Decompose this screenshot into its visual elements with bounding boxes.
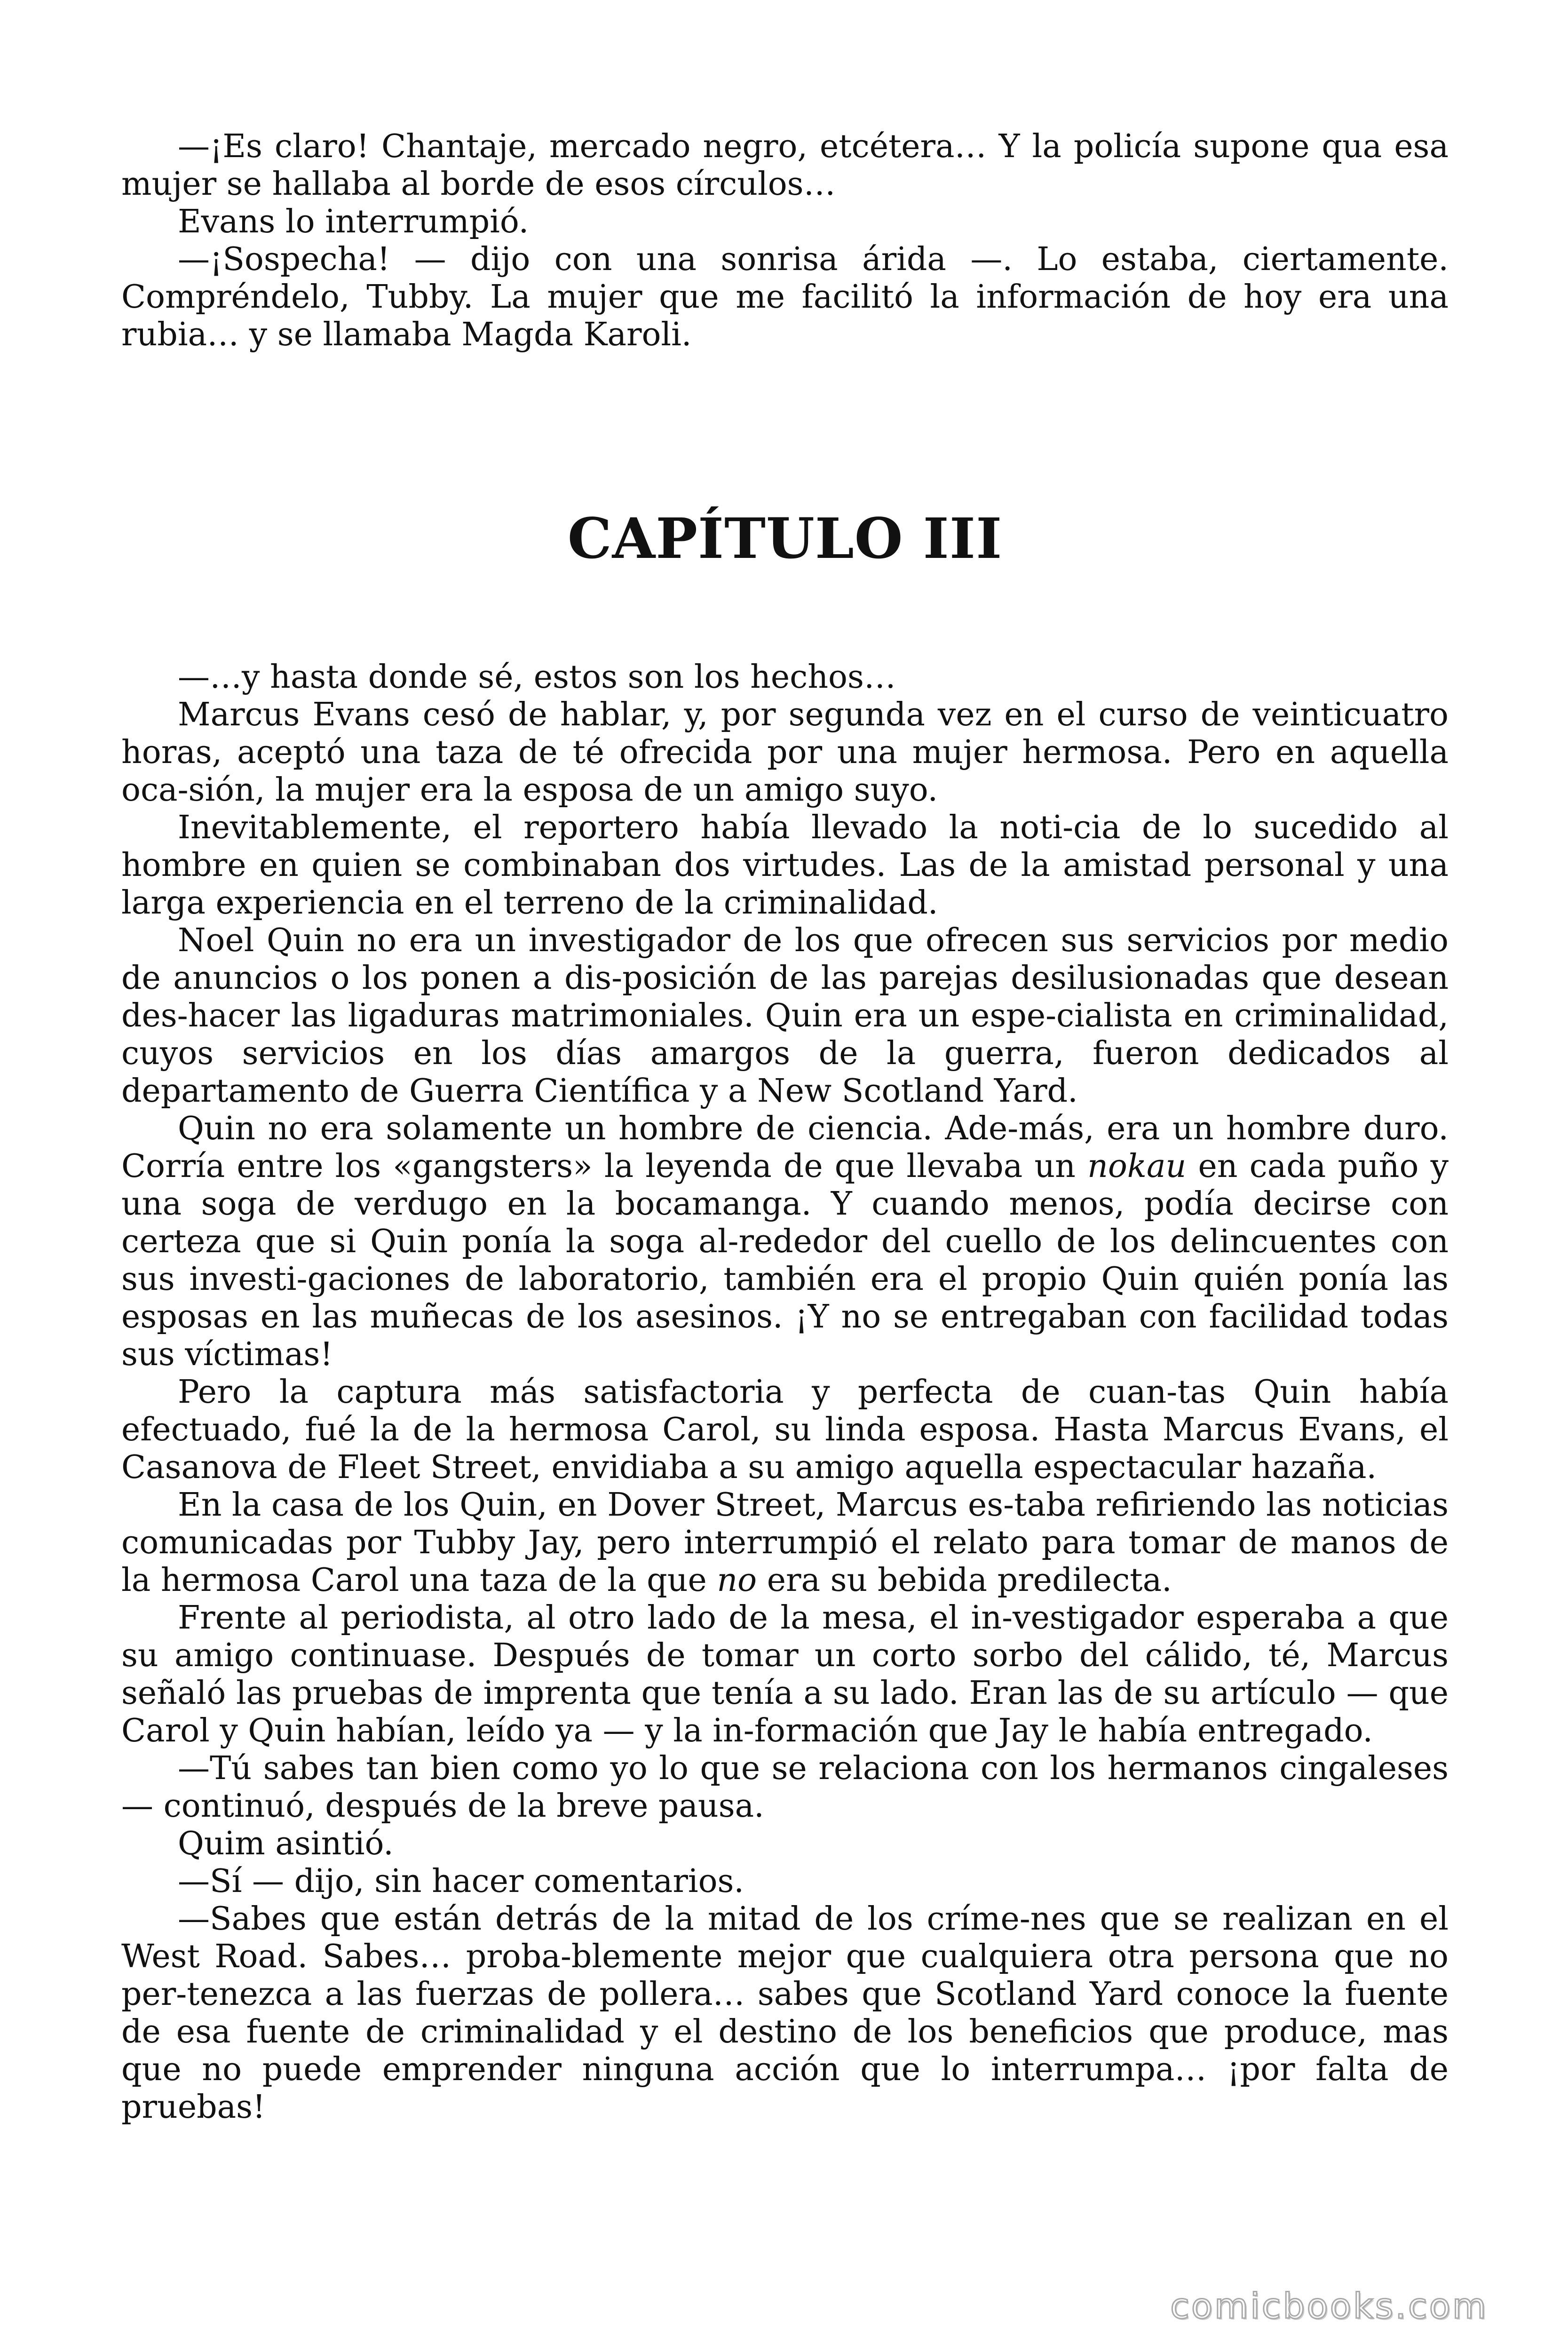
paragraph-gangsters: [121, 1110, 1449, 1374]
italic-word: no: [717, 1562, 757, 1599]
paragraph: —¡Sospecha! — dijo con una sonrisa árida —. Lo estaba, ciertamente. Compréndelo, Tubby. La mujer que me facilitó la información de hoy era una rubia… y se llamaba Magda Karoli.: [121, 241, 1449, 353]
paragraph: Inevitablemente, el reportero había llevado la noti-cia de lo sucedido al hombre en quien se combinaban dos virtudes. Las de la amistad personal y una larga experiencia en el terreno de la criminalidad.: [121, 809, 1449, 922]
text-run: En la casa de los Quin, en Dover Street, Marcus es-taba refiriendo las noticias comunicadas por Tubby Jay, pero interrumpió el relato para tomar de manos de la hermosa Carol una taza de la que: [121, 1486, 1449, 1599]
top-text-block: [121, 128, 1449, 354]
paragraph: Quim asintió.: [178, 1825, 394, 1862]
paragraph-dover: [121, 1486, 1449, 1599]
paragraph: —Tú sabes tan bien como yo lo que se relaciona con los hermanos cingaleses — continuó, después de la breve pausa.: [121, 1750, 1449, 1825]
paragraph: —…y hasta donde sé, estos son los hechos…: [178, 659, 896, 696]
paragraph: Pero la captura más satisfactoria y perfecta de cuan-tas Quin había efectuado, fué la de la hermosa Carol, su linda esposa. Hasta Marcus Evans, el Casanova de Fleet Street, envidiaba a su amigo aquella espectacular hazaña.: [121, 1374, 1449, 1486]
paragraph: Evans lo interrumpió.: [178, 203, 529, 240]
paragraph: Marcus Evans cesó de hablar, y, por segunda vez en el curso de veinticuatro horas, aceptó una taza de té ofrecida por una mujer hermosa. Pero en aquella oca-sión, la mujer era la esposa de un amigo suyo.: [121, 696, 1449, 809]
paragraph: Noel Quin no era un investigador de los que ofrecen sus servicios por medio de anuncios o los ponen a dis-posición de las parejas desilusionadas que desean des-hacer las ligaduras matrimoniales. Quin era un espe-cialista en criminalidad, cuyos servicios en los días amargos de la guerra, fueron dedicados al departamento de Guerra Científica y a New Scotland Yard.: [121, 922, 1449, 1110]
paragraph: —¡Es claro! Chantaje, mercado negro, etcétera… Y la policía supone qua esa mujer se hallaba al borde de esos círculos…: [121, 128, 1449, 203]
text-run: era su bebida predilecta.: [757, 1562, 1172, 1599]
italic-word: nokau: [1087, 1148, 1187, 1185]
chapter-title: CAPÍTULO III: [567, 506, 1003, 571]
text-run: Quin no era solamente un hombre de ciencia. Ade-más, era un hombre duro. Corría entre los «gangsters» la leyenda de que llevaba un: [121, 1110, 1449, 1185]
paragraph: —Sí — dijo, sin hacer comentarios.: [178, 1863, 744, 1900]
watermark: comicbooks.com: [1170, 2286, 1488, 2327]
paragraph: Frente al periodista, al otro lado de la mesa, el in-vestigador esperaba a que su amigo continuase. Después de tomar un corto sorbo del cálido, té, Marcus señaló las pruebas de imprenta que tenía a su lado. Eran las de su artículo — que Carol y Quin habían, leído ya — y la in-formación que Jay le había entregado.: [121, 1599, 1449, 1749]
text-run: en cada puño y una soga de verdugo en la bocamanga. Y cuando menos, podía decirse con certeza que si Quin ponía la soga al-rededor del cuello de los delincuentes con sus investi-gaciones de laboratorio, también era el propio Quin quién ponía las esposas en las muñecas de los asesinos. ¡Y no se entregaban con facilidad todas sus víctimas!: [121, 1148, 1449, 1373]
paragraph: —Sabes que están detrás de la mitad de los críme-nes que se realizan en el West Road. Sabes… proba-blemente mejor que cualquiera otra persona que no per-tenezca a las fuerzas de pollera… sabes que Scotland Yard conoce la fuente de esa fuente de criminalidad y el destino de los beneficios que produce, mas que no puede emprender ninguna acción que lo interrumpa… ¡por falta de pruebas!: [121, 1900, 1449, 2126]
chapter-text-block: [121, 659, 1449, 2126]
